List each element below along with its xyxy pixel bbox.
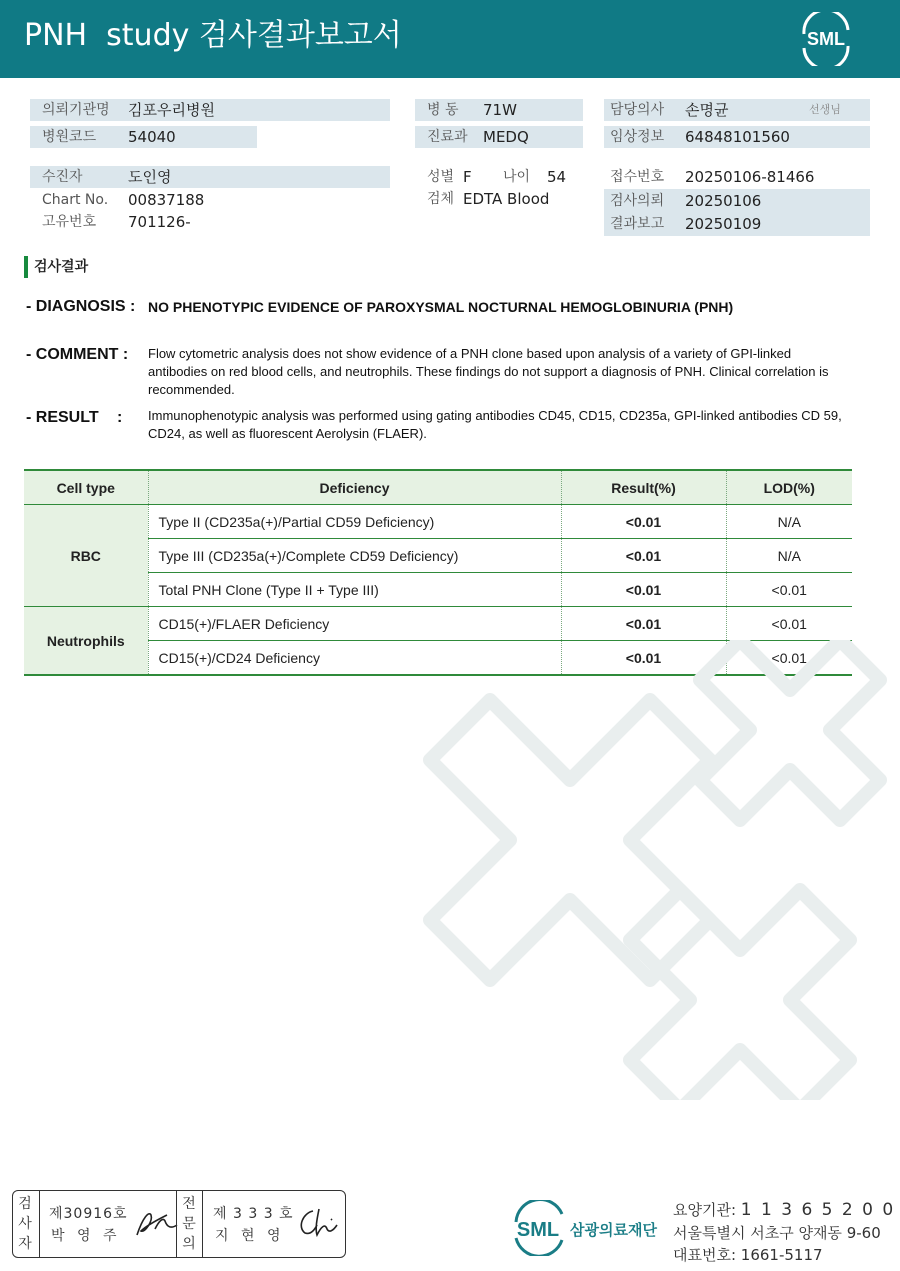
cell-type-neutrophils: Neutrophils: [24, 607, 148, 676]
header-cell-type: Cell type: [24, 470, 148, 505]
result-cell: <0.01: [561, 505, 726, 539]
diagnosis-label: - DIAGNOSIS :: [26, 298, 136, 315]
specialist-label-char: 의: [182, 1236, 196, 1252]
deficiency-cell: Type III (CD235a(+)/Complete CD59 Deficiency): [148, 539, 561, 573]
svg-text:SML: SML: [807, 29, 845, 49]
specialist-label: [177, 1191, 201, 1257]
header-result: Result(%): [561, 470, 726, 505]
clinical-value: 64848101560: [685, 128, 790, 146]
specialist-name: 지 현 영: [215, 1228, 285, 1244]
doctor-field: [604, 99, 870, 121]
doctor-value: 손명균: [685, 101, 729, 119]
institution-label: 의뢰기관명: [42, 102, 110, 118]
specialist-license-no: 제 3 3 3 호: [213, 1206, 294, 1222]
result-cell: <0.01: [561, 539, 726, 573]
specialist-label-char: 전: [182, 1196, 196, 1212]
receipt-label: 접수번호: [610, 169, 665, 185]
deficiency-cell: CD15(+)/FLAER Deficiency: [148, 607, 561, 641]
phone-line: [673, 1244, 823, 1265]
examiner-label-char: 자: [18, 1236, 32, 1252]
report-header: [0, 0, 900, 78]
dept-label: 진료과: [427, 129, 468, 145]
result-cell: <0.01: [561, 607, 726, 641]
clinical-field: [604, 126, 870, 148]
table-row: [24, 505, 852, 539]
examiner-name: 박 영 주: [51, 1228, 121, 1244]
hospital-code-label: 병원코드: [42, 129, 97, 145]
request-date-value: 20250106: [685, 192, 762, 210]
phone-label: 대표번호:: [673, 1246, 737, 1264]
lod-cell: <0.01: [726, 607, 852, 641]
examiner-label: [13, 1191, 37, 1257]
result-cell: <0.01: [561, 573, 726, 607]
dates-field: [604, 189, 870, 236]
dept-field: [415, 126, 583, 148]
age-value: 54: [547, 168, 567, 186]
patient-name-field: [30, 166, 390, 188]
hospital-code-value: 54040: [128, 128, 176, 146]
result-text: Immunophenotypic analysis was performed using gating antibodies CD45, CD15, CD235a, GPI-linked antibodies CD 59, CD24, as well as fluorescent Aerolysin (FLAER).: [148, 408, 842, 441]
sex-age-field: [415, 166, 583, 188]
deficiency-cell: Type II (CD235a(+)/Partial CD59 Deficiency): [148, 505, 561, 539]
request-date-label: 검사의뢰: [610, 193, 665, 209]
specimen-label: 검체: [427, 191, 455, 207]
watermark-cross-icon: [340, 640, 900, 1100]
result-colon: :: [117, 409, 123, 426]
institution-field: [30, 99, 390, 121]
table-row: [24, 607, 852, 641]
result-label: - RESULT: [26, 409, 99, 426]
id-no-label: 고유번호: [42, 214, 97, 230]
id-no-field: [30, 211, 390, 233]
report-title: PNH study 검사결과보고서: [24, 18, 402, 53]
chart-no-field: [30, 189, 390, 211]
comment-text: Flow cytometric analysis does not show evidence of a PNH clone based upon analysis of a variety of GPI-linked antibodies on red blood cells, and neutrophils. These findings do not support a diagnosis of PNH. Clinical correlation is recommended.: [148, 346, 829, 397]
lod-cell: N/A: [726, 539, 852, 573]
svg-text:SML: SML: [516, 1219, 560, 1241]
ward-field: [415, 99, 583, 121]
ward-value: 71W: [483, 101, 517, 119]
report-date-value: 20250109: [685, 215, 762, 233]
institution-value: 김포우리병원: [128, 101, 215, 119]
signature-box: [12, 1190, 346, 1258]
id-no-value: 701126-: [128, 213, 191, 231]
chart-no-label: Chart No.: [42, 192, 109, 208]
sml-foundation-logo: [510, 1200, 670, 1256]
cell-type-rbc: RBC: [24, 505, 148, 607]
institution-code-line: [673, 1199, 895, 1220]
deficiency-cell: CD15(+)/CD24 Deficiency: [148, 641, 561, 676]
sex-value: F: [463, 168, 472, 186]
specimen-value: EDTA Blood: [463, 190, 550, 208]
table-row: [24, 539, 852, 573]
examiner-label-char: 사: [18, 1216, 32, 1232]
receipt-value: 20250106-81466: [685, 168, 815, 186]
lod-cell: <0.01: [726, 641, 852, 676]
report-date-label: 결과보고: [610, 216, 665, 232]
institution-code-label: 요양기관:: [673, 1201, 737, 1219]
age-label: 나이: [503, 169, 531, 185]
comment-label: - COMMENT :: [26, 346, 129, 363]
header-deficiency: Deficiency: [148, 470, 561, 505]
lod-cell: N/A: [726, 505, 852, 539]
sml-logo: [796, 12, 856, 66]
header-lod: LOD(%): [726, 470, 852, 505]
patient-name-value: 도인영: [128, 168, 172, 186]
sex-label: 성별: [427, 169, 455, 185]
deficiency-cell: Total PNH Clone (Type II + Type III): [148, 573, 561, 607]
hospital-code-field: [30, 126, 257, 148]
dept-value: MEDQ: [483, 128, 529, 146]
patient-name-label: 수진자: [42, 169, 83, 185]
specimen-field: [415, 188, 583, 210]
examiner-signature-icon: [133, 1207, 179, 1241]
diagnosis-text: NO PHENOTYPIC EVIDENCE OF PAROXYSMAL NOCTURNAL HEMOGLOBINURIA (PNH): [148, 299, 734, 315]
specialist-label-char: 문: [182, 1216, 196, 1232]
examiner-license-no: 제30916호: [49, 1206, 128, 1222]
doctor-suffix: 선생님: [809, 103, 841, 116]
table-row: [24, 573, 852, 607]
doctor-label: 담당의사: [610, 102, 665, 118]
address: 서울특별시 서초구 양재동 9-60: [673, 1224, 881, 1242]
table-header-row: [24, 470, 852, 505]
institution-code: 1 1 3 6 5 2 0 0: [740, 1200, 896, 1220]
clinical-label: 임상정보: [610, 129, 665, 145]
receipt-field: [604, 166, 870, 188]
result-cell: <0.01: [561, 641, 726, 676]
ward-label: 병 동: [427, 102, 459, 118]
chart-no-value: 00837188: [128, 191, 205, 209]
phone-number: 1661-5117: [740, 1246, 823, 1264]
specialist-signature-icon: [295, 1205, 339, 1241]
svg-text:삼광의료재단: 삼광의료재단: [570, 1221, 657, 1239]
section-title: 검사결과: [24, 256, 88, 278]
lod-cell: <0.01: [726, 573, 852, 607]
examiner-label-char: 검: [18, 1196, 32, 1212]
